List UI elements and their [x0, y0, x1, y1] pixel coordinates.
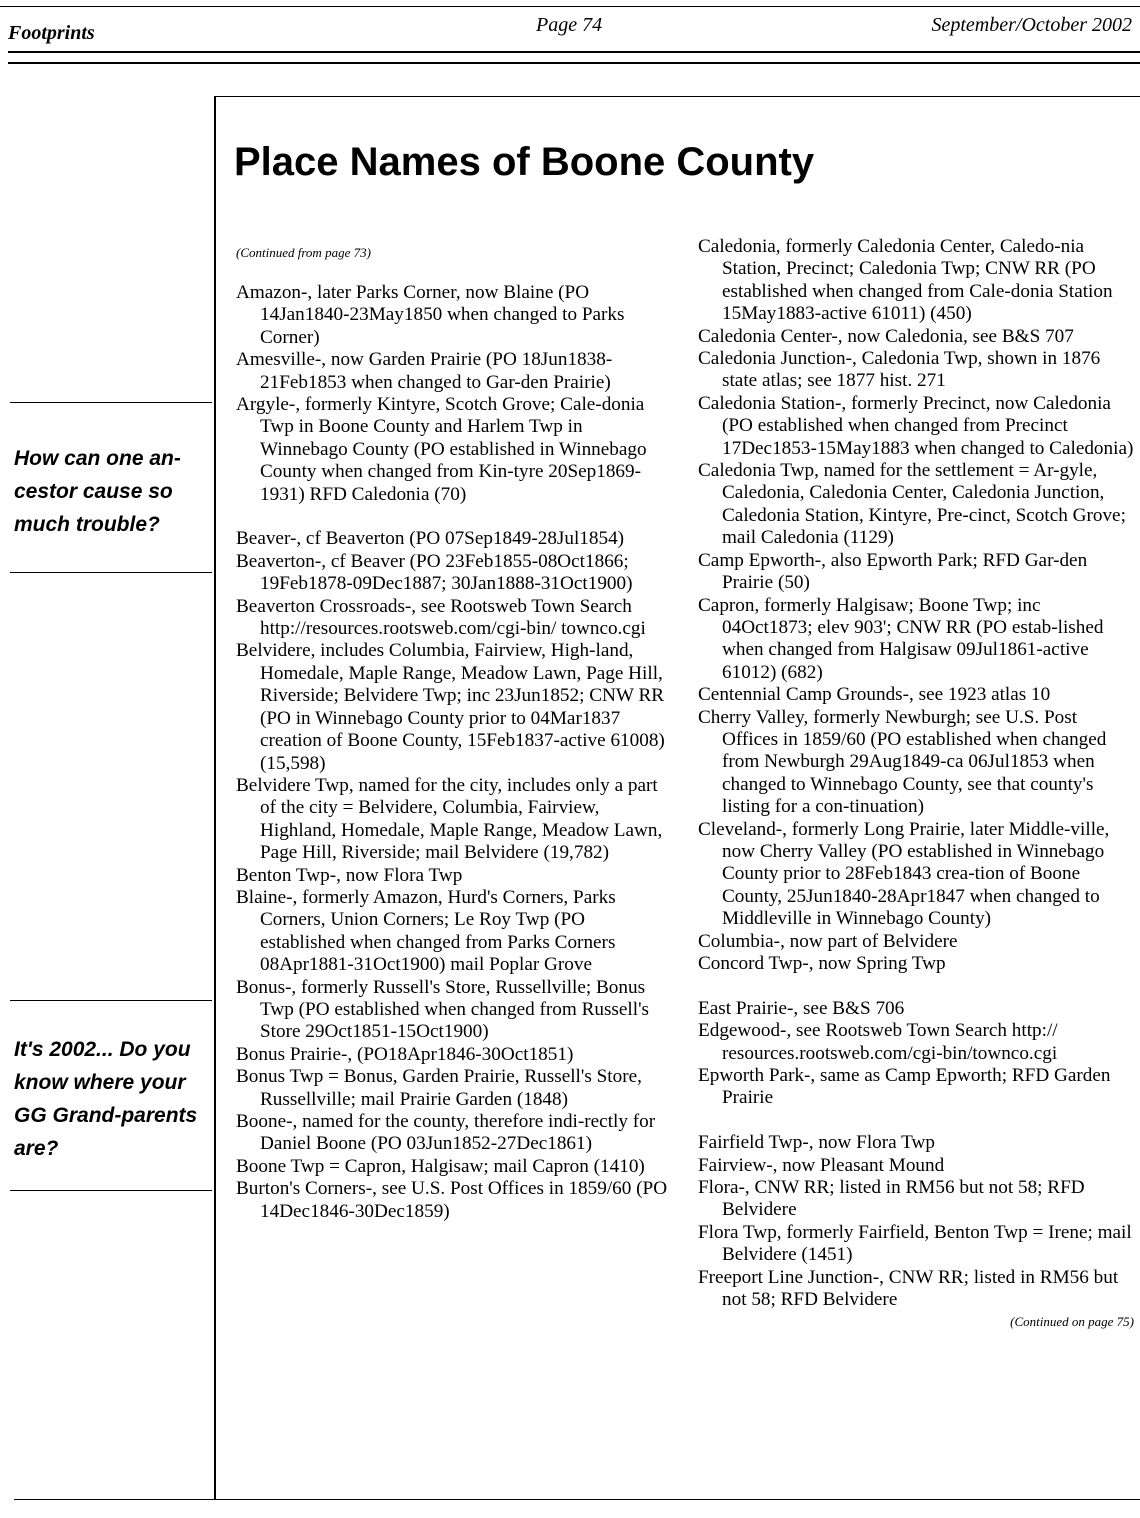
place-entry: Bonus-, formerly Russell's Store, Russellville; Bonus Twp (PO established when changed from Russell's Store 29Oct1851-15Oct1900) — [236, 976, 649, 1043]
left-entries-list — [236, 282, 672, 1223]
continued-from-note: (Continued from page 73) — [236, 245, 371, 260]
sidebar-rule-4 — [10, 1190, 212, 1191]
place-entry: Beaverton-, cf Beaver (PO 23Feb1855-08Oct1866; 19Feb1878-09Dec1887; 30Jan1888-31Oct1900) — [236, 550, 633, 595]
place-entry: Amazon-, later Parks Corner, now Blaine (PO 14Jan1840-23May1850 when changed to Parks Corner) — [236, 282, 625, 348]
place-entry: Benton Twp-, now Flora Twp — [236, 864, 463, 886]
place-entry: Belvidere, includes Columbia, Fairview, High-land, Homedale, Maple Range, Meadow Lawn, Page Hill, Riverside; Belvidere Twp; inc 23Jun1852; CNW RR (PO in Winnebago County prior to 04Mar1837 creation of Boone County, 15Feb1837-active 61008) (15,598) — [236, 640, 665, 774]
place-entry: Camp Epworth-, also Epworth Park; RFD Gar-den Prairie (50) — [698, 549, 1088, 594]
right-entries-list — [698, 236, 1134, 1311]
sidebar-rule-1 — [10, 402, 212, 403]
continued-on-note: (Continued on page 75) — [1010, 1314, 1134, 1330]
place-entry: East Prairie-, see B&S 706 — [698, 997, 905, 1019]
place-entry: Fairview-, now Pleasant Mound — [698, 1154, 945, 1176]
place-entry: Bonus Twp = Bonus, Garden Prairie, Russell's Store, Russellville; mail Prairie Garden (1848) — [236, 1066, 642, 1110]
place-entry: Cleveland-, formerly Long Prairie, later Middle-ville, now Cherry Valley (PO established in Winnebago County prior to 28Feb1843 crea-tion of Boone County, 25Jun1840-28Apr1847 when changed to Middleville in Winnebago County) — [698, 818, 1110, 930]
place-entry: Centennial Camp Grounds-, see 1923 atlas 10 — [698, 684, 1051, 706]
publication-name: Footprints — [8, 22, 95, 44]
place-entry: Burton's Corners-, see U.S. Post Offices in 1859/60 (PO 14Dec1846-30Dec1859) — [236, 1178, 668, 1222]
place-entry: Beaverton Crossroads-, see Rootsweb Town Search http://resources.rootsweb.com/cgi-bin/ townco.cgi — [236, 595, 646, 640]
place-entry: Fairfield Twp-, now Flora Twp — [698, 1132, 935, 1154]
place-entry: Boone-, named for the county, therefore indi-rectly for Daniel Boone (PO 03Jun1852-27Dec1861) — [236, 1111, 656, 1155]
place-entry: Caledonia Twp, named for the settlement = Ar-gyle, Caledonia, Caledonia Center, Caledonia Junction, Caledonia Station, Kintyre, Pre-cinct, Scotch Grove; mail Caledonia (1129) — [698, 460, 1126, 549]
issue-date: September/October 2002 — [931, 14, 1132, 36]
place-entry: Bonus Prairie-, (PO18Apr1846-30Oct1851) — [236, 1043, 574, 1065]
place-entry: Capron, formerly Halgisaw; Boone Twp; inc 04Oct1873; elev 903'; CNW RR (PO estab-lished when changed from Halgisaw 09Jul1861-active 61012) (682) — [698, 594, 1104, 683]
place-entry: Blaine-, formerly Amazon, Hurd's Corners, Parks Corners, Union Corners; Le Roy Twp (PO established when changed from Parks Corners 08Apr1881-31Oct1900) mail Poplar Grove — [236, 886, 616, 976]
article-frame-left — [214, 96, 216, 1500]
sidebar-question-ancestor: How can one an-cestor cause so much trouble? — [14, 447, 181, 536]
place-entry: Cherry Valley, formerly Newburgh; see U.S. Post Offices in 1859/60 (PO established when changed from Newburgh 29Aug1849-ca 06Jul1853 when changed to Winnebago County, see that county's listing for a con-tinuation) — [698, 706, 1107, 818]
header-rule-thin — [0, 6, 1140, 7]
place-entry: Caledonia, formerly Caledonia Center, Caledo-nia Station, Precinct; Caledonia Twp; CNW RR (PO established when changed from Cale-donia Station 15May1883-active 61011) (450) — [698, 236, 1113, 325]
sidebar-rule-3 — [10, 1000, 212, 1001]
place-entry: Beaver-, cf Beaverton (PO 07Sep1849-28Jul1854) — [236, 528, 625, 550]
left-column — [236, 244, 672, 1223]
page-bottom-rule — [14, 1499, 1140, 1500]
place-entry: Epworth Park-, same as Camp Epworth; RFD Garden Prairie — [698, 1065, 1111, 1109]
sidebar-rule-2 — [10, 572, 212, 573]
page-number: Page 74 — [536, 14, 603, 36]
place-entry: Boone Twp = Capron, Halgisaw; mail Capron (1410) — [236, 1155, 645, 1177]
header-rule-bottom — [8, 62, 1140, 64]
article-title: Place Names of Boone County — [234, 140, 815, 184]
sidebar-question-grandparents: It's 2002... Do you know where your GG Grand-parents are? — [14, 1038, 198, 1160]
place-entry: Caledonia Center-, now Caledonia, see B&S 707 — [698, 325, 1074, 347]
place-entry: Edgewood-, see Rootsweb Town Search http:// resources.rootsweb.com/cgi-bin/townco.cgi — [698, 1020, 1058, 1064]
place-entry: Flora Twp, formerly Fairfield, Benton Twp = Irene; mail Belvidere (1451) — [698, 1221, 1132, 1266]
place-entry: Caledonia Junction-, Caledonia Twp, shown in 1876 state atlas; see 1877 hist. 271 — [698, 348, 1101, 392]
place-entry: Freeport Line Junction-, CNW RR; listed in RM56 but not 58; RFD Belvidere — [698, 1266, 1119, 1311]
place-entry: Concord Twp-, now Spring Twp — [698, 953, 946, 974]
place-entry: Columbia-, now part of Belvidere — [698, 930, 958, 952]
place-entry: Argyle-, formerly Kintyre, Scotch Grove; Cale-donia Twp in Boone County and Harlem Twp in Winnebago County (PO established in Winnebago County when changed from Kin-tyre 20Sep1869-1931) RFD Caledonia (70) — [236, 394, 647, 505]
right-column — [698, 236, 1134, 1331]
place-entry: Amesville-, now Garden Prairie (PO 18Jun1838-21Feb1853 when changed to Gar-den Prairie) — [236, 349, 613, 393]
place-entry: Belvidere Twp, named for the city, includes only a part of the city = Belvidere, Columbia, Fairview, Highland, Homedale, Maple Range, Meadow Lawn, Page Hill, Riverside; mail Belvidere (19,782) — [236, 774, 663, 864]
header-rule-top — [8, 51, 1140, 53]
place-entry: Caledonia Station-, formerly Precinct, now Caledonia (PO established when changed from Precinct 17Dec1853-15May1883 when changed to Caledonia) — [698, 392, 1134, 459]
article-frame-top — [214, 96, 1140, 97]
place-entry: Flora-, CNW RR; listed in RM56 but not 58; RFD Belvidere — [698, 1177, 1085, 1221]
